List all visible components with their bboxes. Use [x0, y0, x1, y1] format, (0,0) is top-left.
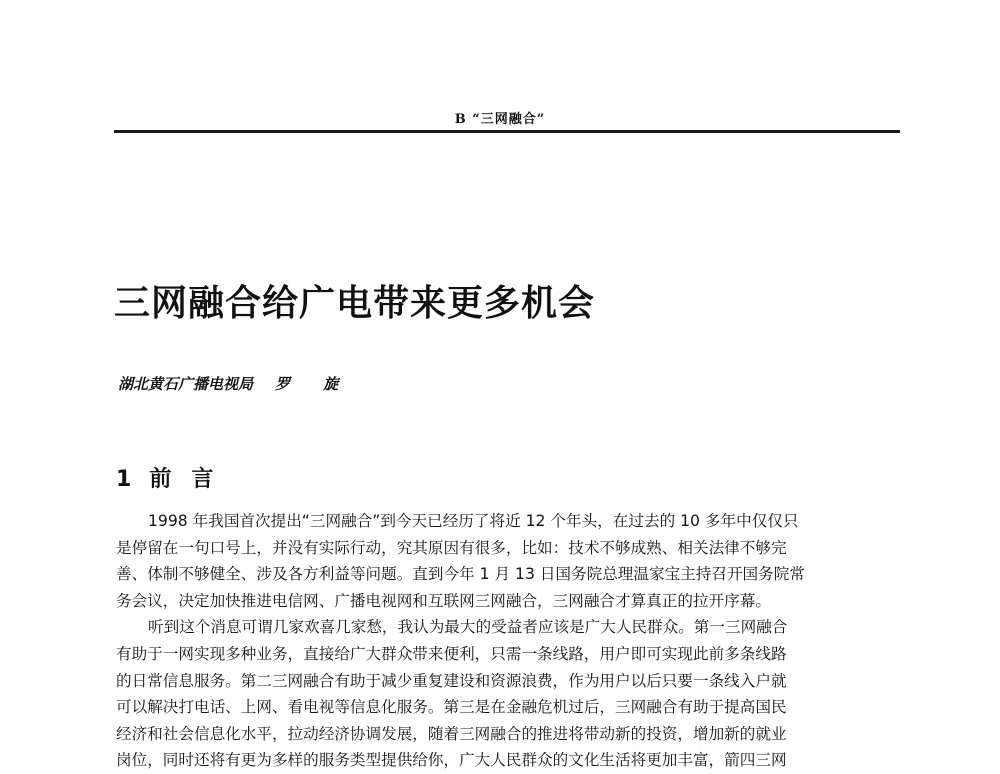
- article-title: 三网融合给广电带来更多机会: [114, 283, 596, 324]
- section-number: 1: [116, 467, 132, 492]
- paragraph-2-line-3: 的日常信息服务。第二三网融合有助于减少重复建设和资源浪费，作为用户以后只要一条线入户就: [116, 671, 787, 690]
- paragraph-1-line-2: 是停留在一句口号上，并没有实际行动，究其原因有很多，比如：技术不够成熟、相关法律不够完: [116, 538, 787, 557]
- paragraph-1-line-3: 善、体制不够健全、涉及各方利益等问题。直到今年 1 月 13 日国务院总理温家宝主持召开国务院常: [116, 565, 805, 584]
- paragraph-2-line-4: 可以解决打电话、上网、看电视等信息化服务。第三是在金融危机过后，三网融合有助于提高国民: [116, 698, 787, 717]
- paragraph-1-line-1: 1998 年我国首次提出“三网融合”到今天已经历了将近 12 个年头，在过去的 10 多年中仅仅只: [148, 512, 799, 530]
- paragraph-2-line-5: 经济和社会信息化水平，拉动经济协调发展，随着三网融合的推进将带动新的投资，增加新的就业: [116, 724, 787, 743]
- section-title: 前言: [149, 467, 234, 492]
- paragraph-2-line-1: 听到这个消息可谓几家欢喜几家愁，我认为最大的受益者应该是广大人民群众。第一三网融合: [148, 618, 788, 637]
- byline: [118, 373, 352, 394]
- paragraph-2-line-6: 岗位，同时还将有更为多样的服务类型提供给你，广大人民群众的文化生活将更加丰富，箭四三网: [116, 751, 787, 770]
- body-text: [116, 508, 891, 774]
- running-header: B “三网融合”: [454, 112, 546, 127]
- header-rule: [114, 130, 900, 133]
- paragraph-1-line-4: 务会议，决定加快推进电信网、广播电视网和互联网三网融合，三网融合才算真正的拉开序幕。: [116, 591, 771, 610]
- author-name: 罗 旋: [275, 375, 353, 393]
- paragraph-2-line-2: 有助于一网实现多种业务，直接给广大群众带来便利，只需一条线路，用户即可实现此前多条线路: [116, 644, 787, 663]
- section-heading: [116, 462, 233, 493]
- author-affiliation: 湖北黄石广播电视局: [118, 375, 254, 393]
